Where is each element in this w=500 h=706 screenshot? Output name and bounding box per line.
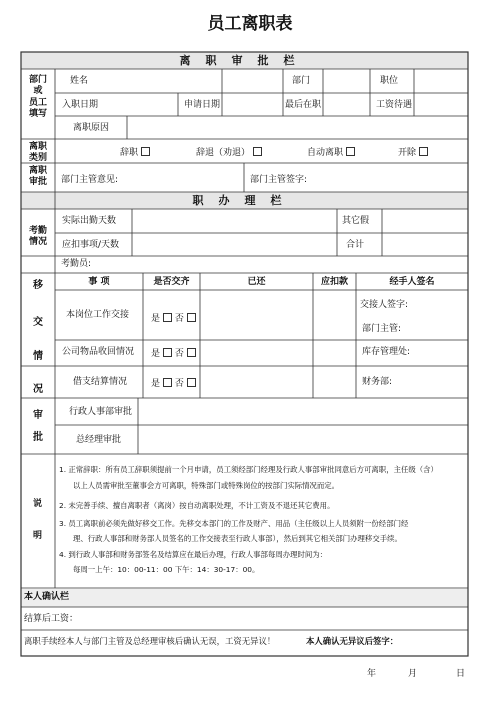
checkbox-resign[interactable] bbox=[141, 147, 150, 156]
reason-label: 离职原因 bbox=[73, 123, 110, 133]
audit-label-1: 审 bbox=[33, 410, 43, 421]
note-line-4: 3. 员工离职前必须先做好移交工作。先移交本部门的工作及财产、用品（主任级以上人员须附一份经部门经 bbox=[59, 519, 409, 528]
notes-label-2: 明 bbox=[33, 531, 43, 541]
gm-approval-label: 总经理审批 bbox=[76, 435, 122, 445]
salary-after-label: 结算后工资： bbox=[24, 614, 79, 624]
approval-section-header: 离职审批栏 bbox=[179, 54, 310, 67]
col-signature: 经手人签名 bbox=[389, 277, 435, 287]
actual-days-label: 实际出勤天数 bbox=[62, 216, 117, 226]
note-line-3: 2. 未完善手续、擅自离职者（离岗）按自动离职处理，不计工资及不退还其它费用。 bbox=[59, 501, 335, 510]
transfer-label-2: 交 bbox=[33, 317, 43, 328]
checkbox-dismiss[interactable] bbox=[253, 147, 262, 156]
checkbox-no[interactable] bbox=[187, 348, 196, 357]
attendance-label: 考勤 情况 bbox=[28, 226, 47, 248]
clerk-label: 考勤员: bbox=[61, 259, 92, 269]
checkbox-no[interactable] bbox=[187, 313, 196, 322]
checkbox-yes[interactable] bbox=[163, 378, 172, 387]
apply-date-label: 申请日期 bbox=[184, 100, 221, 110]
option-resign[interactable]: 辞职 bbox=[120, 147, 150, 158]
review-label: 离职 审批 bbox=[28, 166, 47, 188]
confirm-sign-label: 本人确认无异议后签字： bbox=[306, 636, 399, 646]
entry-date-label: 入职日期 bbox=[62, 100, 99, 110]
row-handover-yesno[interactable]: 是 否 bbox=[151, 313, 196, 324]
checkbox-yes[interactable] bbox=[163, 348, 172, 357]
deduct-label: 应扣事项/天数 bbox=[62, 240, 120, 250]
note-line-6: 4. 到行政人事部和财务部签名及结算应在最后办理，行政人事部每周办理时间为： bbox=[59, 550, 328, 559]
row-handover-item: 本岗位工作交接 bbox=[66, 310, 130, 320]
inventory-office-label: 库存管理处: bbox=[362, 347, 411, 357]
name-label: 姓名 bbox=[70, 76, 89, 86]
finance-label: 财务部: bbox=[362, 377, 393, 387]
row-advance-item: 借支结算情况 bbox=[73, 377, 128, 387]
handover-signer-label: 交接人签字: bbox=[360, 300, 409, 310]
date-month-label: 月 bbox=[408, 669, 418, 679]
transfer-label-4: 况 bbox=[33, 384, 43, 395]
checkbox-yes[interactable] bbox=[163, 313, 172, 322]
checkbox-auto-leave[interactable] bbox=[346, 147, 355, 156]
salary-label: 工资待遇 bbox=[376, 100, 413, 110]
note-line-5: 理、行政人事部和财务部人员签名的工作交接表至行政人事部），然后到其它相关部门办理移交手续。 bbox=[73, 534, 402, 543]
dept-group-label: 部门 或 员工 填写 bbox=[28, 75, 47, 119]
total-label: 合计 bbox=[346, 240, 365, 250]
col-returned: 已还 bbox=[247, 277, 266, 287]
checkbox-expel[interactable] bbox=[419, 147, 428, 156]
note-line-7: 每周一上午：10：00-11：00 下午：14：30-17：00。 bbox=[73, 565, 260, 574]
type-label: 离职 类别 bbox=[28, 142, 47, 164]
position-label: 职位 bbox=[380, 76, 399, 86]
date-year-label: 年 bbox=[367, 669, 377, 679]
col-deduction: 应扣款 bbox=[320, 277, 348, 287]
manager-sign-label: 部门主管签字: bbox=[250, 175, 308, 185]
row-goods-yesno[interactable]: 是 否 bbox=[151, 348, 196, 359]
col-item: 事 项 bbox=[88, 277, 110, 287]
confirm-header: 本人确认栏 bbox=[24, 592, 70, 602]
dept-supervisor-label: 部门主管: bbox=[362, 324, 402, 334]
note-line-2: 以上人员需审批至董事会方可离职，特殊部门或特殊岗位的按部门实际情况而定。 bbox=[73, 481, 340, 490]
last-day-label: 最后在职 bbox=[285, 100, 322, 110]
row-goods-item: 公司物品收回情况 bbox=[62, 347, 135, 357]
notes-label-1: 说 bbox=[33, 499, 43, 509]
col-complete: 是否交齐 bbox=[153, 277, 190, 287]
manager-opinion-label: 部门主管意见: bbox=[61, 175, 119, 185]
note-line-1: 1. 正常辞职：所有员工辞职须提前一个月申请，员工须经部门经理及行政人事部审批同意后方可离职，主任级（含） bbox=[59, 465, 438, 474]
transfer-label-3: 情 bbox=[33, 351, 43, 362]
dept-label: 部门 bbox=[292, 76, 311, 86]
page-title: 员工离职表 bbox=[207, 14, 293, 34]
other-leave-label: 其它假 bbox=[342, 216, 370, 226]
row-advance-yesno[interactable]: 是 否 bbox=[151, 378, 196, 389]
confirm-statement: 离职手续经本人与部门主管及总经理审核后确认无误，工资无异议！ bbox=[24, 636, 276, 646]
option-auto-leave[interactable]: 自动离职 bbox=[307, 147, 355, 158]
option-dismiss[interactable]: 辞退（劝退） bbox=[196, 147, 262, 158]
date-day-label: 日 bbox=[456, 669, 466, 679]
process-section-header: 职办理栏 bbox=[192, 194, 297, 207]
transfer-label-1: 移 bbox=[33, 280, 43, 291]
audit-label-2: 批 bbox=[33, 432, 43, 443]
checkbox-no[interactable] bbox=[187, 378, 196, 387]
hr-approval-label: 行政人事部审批 bbox=[69, 407, 133, 417]
option-expel[interactable]: 开除 bbox=[398, 147, 428, 158]
